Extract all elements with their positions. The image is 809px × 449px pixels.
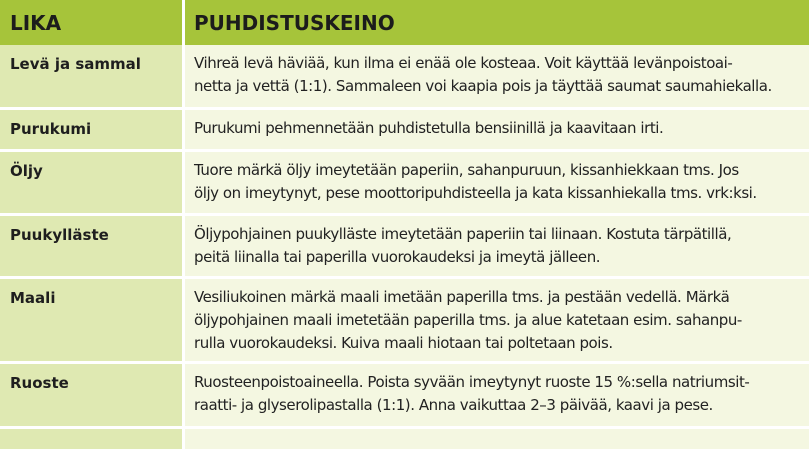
row-label-purukumi: Purukumi <box>0 110 182 152</box>
header-col-lika: LIKA <box>0 0 182 45</box>
text-line: netta ja vettä (1:1). Sammaleen voi kaapia pois ja täyttää saumat saumahiekalla. <box>194 77 772 95</box>
row-label-leva: Levä ja sammal <box>0 45 182 110</box>
row-text-puukylläste <box>182 216 809 279</box>
text-line: Vesiliukoinen märkä maali imetään paperilla tms. ja pestään vedellä. Märkä <box>194 288 730 306</box>
text-line: Tuore märkä öljy imeytetään paperiin, sahanpuruun, kissanhiekkaan tms. Jos <box>194 161 739 179</box>
text-line: Ruosteenpoistoaineella. Poista syvään imeytynyt ruoste 15 %:sella natriumsit- <box>194 373 750 391</box>
text-line: rulla vuorokaudeksi. Kuiva maali hiotaan tai poltetaan pois. <box>194 334 613 352</box>
row-label-oljy: Öljy <box>0 152 182 216</box>
row-text-purukumi <box>182 110 809 152</box>
header-col-puhdistuskeino: PUHDISTUSKEINO <box>182 0 809 45</box>
text-line: peitä liinalla tai paperilla vuorokaudeksi ja imeytä jälleen. <box>194 248 601 266</box>
text-line: öljypohjainen maali imetetään paperilla tms. ja alue katetaan esim. sahanpu- <box>194 311 742 329</box>
row-label-maali: Maali <box>0 279 182 364</box>
row-text-ruoste <box>182 364 809 429</box>
row-text-maali <box>182 279 809 364</box>
text-line: öljy on imeytynyt, pese moottoripuhdisteella ja kata kissanhiekalla tms. vrk:ksi. <box>194 184 757 202</box>
table-bottom-right <box>182 429 809 449</box>
row-text-oljy <box>182 152 809 216</box>
row-text-leva <box>182 45 809 110</box>
text-line: raatti- ja glyserolipastalla (1:1). Anna vaikuttaa 2–3 päivää, kaavi ja pese. <box>194 396 713 414</box>
row-label-puukylläste: Puukylläste <box>0 216 182 279</box>
row-label-ruoste: Ruoste <box>0 364 182 429</box>
text-line: Öljypohjainen puukylläste imeytetään paperiin tai liinaan. Kostuta tärpätillä, <box>194 225 732 243</box>
text-line: Vihreä levä häviää, kun ilma ei enää ole kosteaa. Voit käyttää levänpoistoai- <box>194 54 733 72</box>
text-line: Purukumi pehmennetään puhdistetulla bensiinillä ja kaavitaan irti. <box>194 119 664 137</box>
table-bottom-left <box>0 429 182 449</box>
